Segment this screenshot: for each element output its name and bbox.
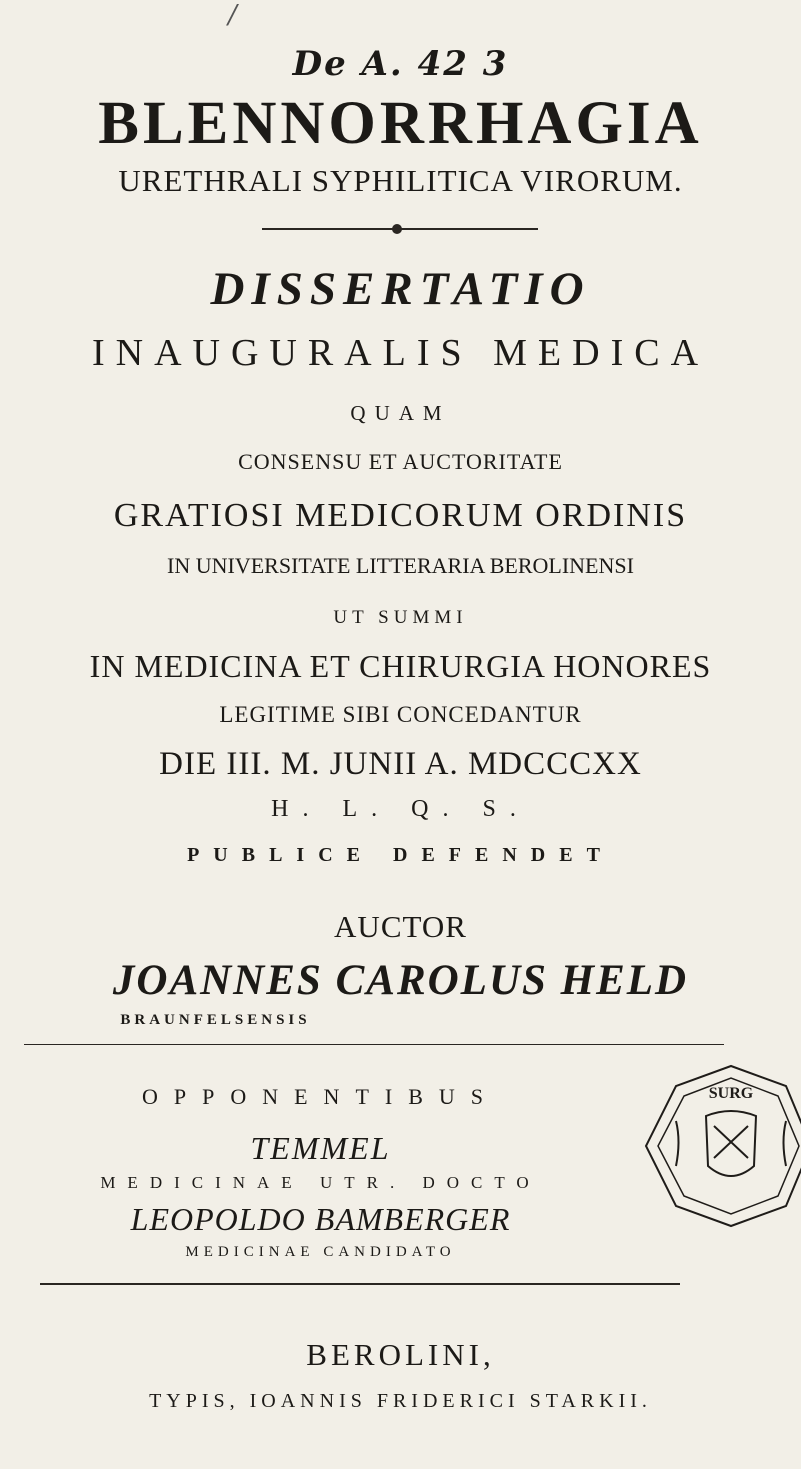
ornament-dot	[392, 224, 402, 234]
gratiosi-line: GRATIOSI MEDICORUM ORDINIS	[113, 497, 688, 534]
ut-summi-line: UT SUMMI	[333, 607, 468, 628]
consensu-line: CONSENSU ET AUCTORITATE	[238, 449, 563, 474]
author-rule	[24, 1044, 724, 1045]
opponent-2-name: LEOPOLDO BAMBERGER	[130, 1201, 511, 1237]
printer-line: TYPIS, IOANNIS FRIDERICI STARKII.	[149, 1390, 652, 1412]
stamp-crest-icon	[676, 1111, 786, 1176]
auctor-line: AUCTOR	[334, 909, 467, 944]
bottom-rule	[40, 1283, 680, 1285]
stamp-text: SURG	[708, 1085, 754, 1102]
author-origin: BRAUNFELSENSIS	[120, 1012, 311, 1028]
publice-line: PUBLICE DEFENDET	[187, 844, 614, 866]
hlqs-line: H. L. Q. S.	[271, 796, 530, 822]
library-stamp	[636, 1046, 801, 1236]
pencil-mark: /	[228, 0, 237, 30]
quam-line: QUAM	[350, 401, 451, 425]
inauguralis-line: INAUGURALIS MEDICA	[91, 332, 710, 374]
subtitle: URETHRALI SYPHILITICA VIRORUM.	[118, 163, 683, 198]
city-line: BEROLINI,	[306, 1337, 495, 1372]
opponent-2-title: MEDICINAE CANDIDATO	[185, 1244, 456, 1260]
medicina-line: IN MEDICINA ET CHIRURGIA HONORES	[89, 648, 712, 684]
legitime-line: LEGITIME SIBI CONCEDANTUR	[219, 702, 582, 727]
dissertatio-heading: DISSERTATIO	[210, 263, 591, 315]
opponent-1-name: TEMMEL	[250, 1130, 391, 1166]
date-line: DIE III. M. JUNII A. MDCCCXX	[159, 746, 642, 782]
author-name: JOANNES CAROLUS HELD	[112, 957, 689, 1004]
university-line: IN UNIVERSITATE LITTERARIA BEROLINENSI	[167, 553, 634, 578]
opponent-1-title: MEDICINAE UTR. DOCTO	[100, 1173, 541, 1192]
shelf-mark: De A. 42 3	[292, 44, 509, 84]
opponentibus-line: OPPONENTIBUS	[141, 1084, 500, 1109]
main-title: BLENNORRHAGIA	[98, 90, 703, 157]
